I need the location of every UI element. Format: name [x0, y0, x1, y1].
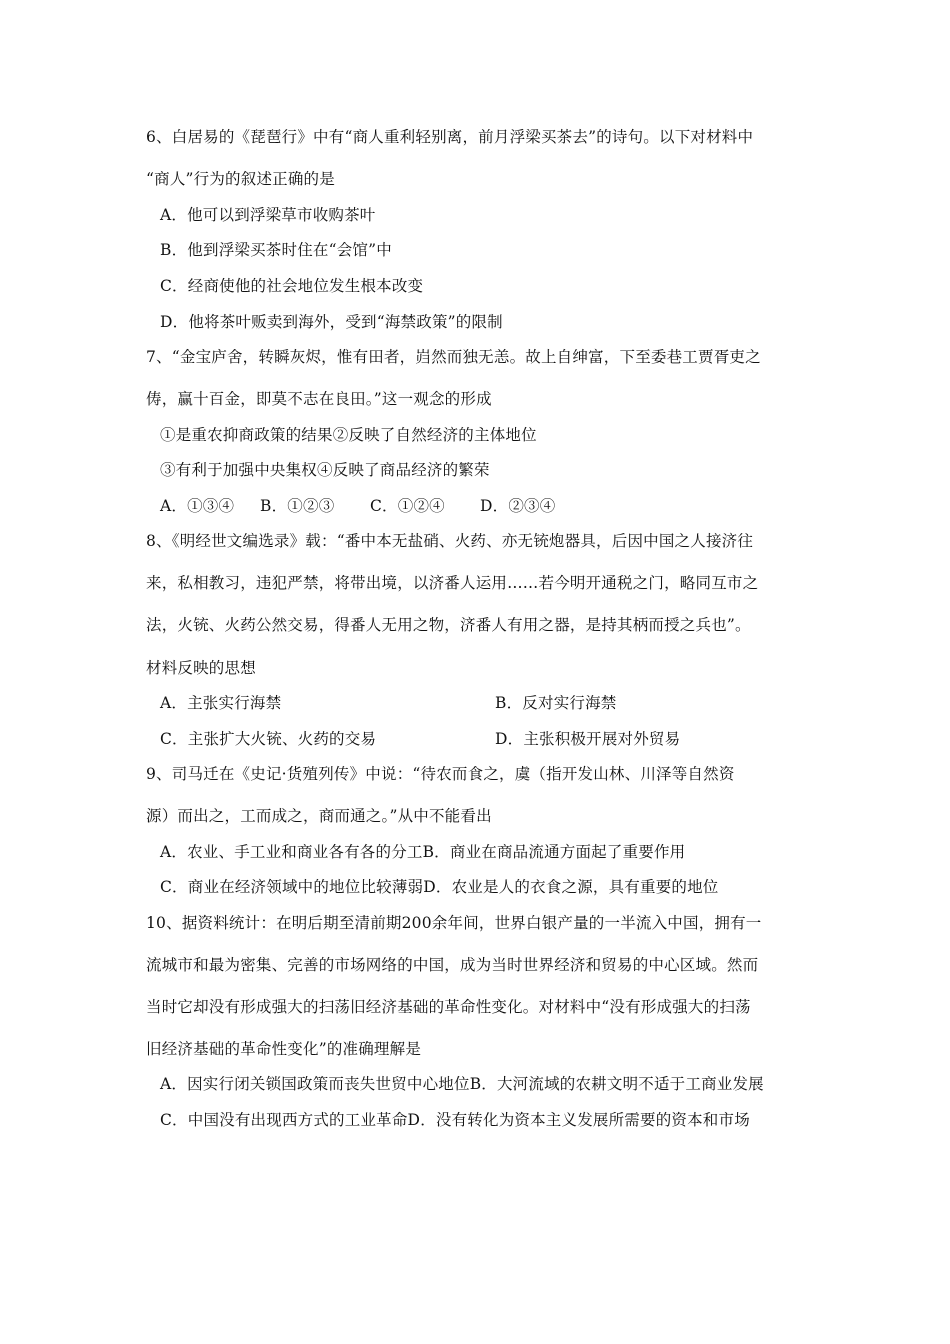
q10-stem-line-4: 旧经济基础的革命性变化”的准确理解是 [146, 1040, 422, 1058]
q8-stem-line-1: 8、《明经世文编选录》载：“番中本无盐硝、火药、亦无铳炮器具，后因中国之人接济往 [146, 532, 754, 550]
q7-statement-2: ③有利于加强中央集权④反映了商品经济的繁荣 [160, 461, 490, 479]
q7-option-b: B．①②③ [260, 497, 335, 515]
q7-option-d: D．②③④ [480, 497, 556, 515]
q6-stem-line-2: “商人”行为的叙述正确的是 [146, 170, 335, 188]
q9-stem-line-1: 9、司马迁在《史记·货殖列传》中说：“待农而食之，虞（指开发山林、川泽等自然资 [146, 765, 735, 783]
q8-option-d: D．主张积极开展对外贸易 [495, 730, 681, 748]
q9-stem-line-2: 源）而出之，工而成之，商而通之。”从中不能看出 [146, 807, 492, 825]
q10-stem-line-1: 10、据资料统计：在明后期至清前期200余年间，世界白银产量的一半流入中国，拥有一 [146, 914, 762, 932]
q7-option-c: C．①②④ [370, 497, 445, 515]
q6-option-d: D．他将茶叶贩卖到海外，受到“海禁政策”的限制 [160, 313, 503, 331]
q7-stem-line-2: 俦，赢十百金，即莫不志在良田。”这一观念的形成 [146, 390, 492, 408]
q9-options-line-1: A．农业、手工业和商业各有各的分工B．商业在商品流通方面起了重要作用 [160, 843, 686, 861]
q10-stem-line-3: 当时它却没有形成强大的扫荡旧经济基础的革命性变化。对材料中“没有形成强大的扫荡 [146, 998, 751, 1016]
q10-options-line-1: A．因实行闭关锁国政策而丧失世贸中心地位B．大河流域的农耕文明不适于工商业发展 [160, 1075, 764, 1093]
q10-options-line-2: C．中国没有出现西方式的工业革命D．没有转化为资本主义发展所需要的资本和市场 [160, 1111, 750, 1129]
q6-stem-line-1: 6、白居易的《琵琶行》中有“商人重利轻别离，前月浮梁买茶去”的诗句。以下对材料中 [146, 128, 754, 146]
q10-stem-line-2: 流城市和最为密集、完善的市场网络的中国，成为当时世界经济和贸易的中心区域。然而 [146, 956, 759, 974]
q8-stem-line-4: 材料反映的思想 [146, 659, 256, 677]
q6-option-b: B．他到浮梁买茶时住在“会馆”中 [160, 241, 392, 259]
q8-stem-line-2: 来，私相教习，违犯严禁，将带出境，以济番人运用……若今明开通税之门，略同互市之 [146, 574, 759, 592]
q6-option-a: A．他可以到浮梁草市收购茶叶 [160, 206, 376, 224]
q6-option-c: C．经商使他的社会地位发生根本改变 [160, 277, 424, 295]
q8-option-a: A．主张实行海禁 [160, 694, 282, 712]
q7-statement-1: ①是重农抑商政策的结果②反映了自然经济的主体地位 [160, 426, 537, 444]
q7-stem-line-1: 7、“金宝庐舍，转瞬灰烬，惟有田者，岿然而独无恙。故上自绅富，下至委巷工贾胥吏之 [146, 348, 761, 366]
q8-option-c: C．主张扩大火铳、火药的交易 [160, 730, 377, 748]
q7-options-row [160, 496, 555, 516]
q8-stem-line-3: 法，火铳、火药公然交易，得番人无用之物，济番人有用之器，是持其柄而授之兵也”。 [146, 616, 751, 634]
q8-option-b: B．反对实行海禁 [495, 694, 617, 712]
q7-option-a: A．①③④ [160, 497, 235, 515]
q9-options-line-2: C．商业在经济领域中的地位比较薄弱D．农业是人的衣食之源，具有重要的地位 [160, 878, 719, 896]
